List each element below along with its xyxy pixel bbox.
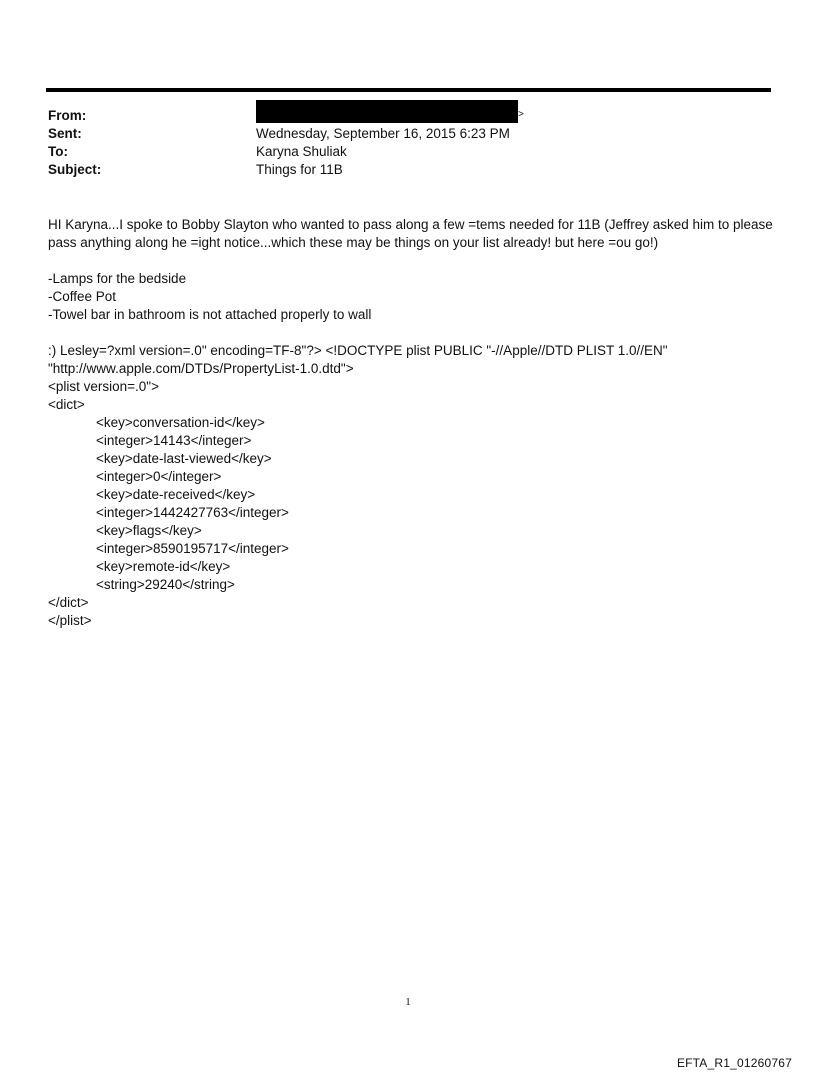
- xml-entry: <string>29240</string>: [96, 577, 235, 592]
- xml-entry: <key>remote-id</key>: [96, 559, 231, 574]
- redaction-block: [256, 100, 518, 123]
- email-body: [48, 216, 778, 630]
- xml-entry: <integer>1442427763</integer>: [96, 505, 289, 520]
- sent-value: Wednesday, September 16, 2015 6:23 PM: [256, 126, 510, 141]
- xml-entry: <integer>0</integer>: [96, 469, 222, 484]
- page-number: 1: [405, 996, 411, 1008]
- xml-plist-open: <plist version=.0">: [48, 379, 159, 394]
- xml-dict-close: </dict>: [48, 595, 89, 610]
- from-value-tail: >: [518, 109, 524, 120]
- xml-entry: <key>date-last-viewed</key>: [96, 451, 272, 466]
- xml-header-line: "http://www.apple.com/DTDs/PropertyList-1.0.dtd">: [48, 361, 354, 376]
- to-label: To:: [48, 144, 68, 159]
- xml-header-line: :) Lesley=?xml version=.0" encoding=TF-8"?> <!DOCTYPE plist PUBLIC "-//Apple//DTD PLIST 1.0//EN": [48, 343, 668, 358]
- document-id: EFTA_R1_01260767: [676, 1056, 792, 1070]
- body-paragraph: HI Karyna...I spoke to Bobby Slayton who wanted to pass along a few =tems needed for 11B (Jeffrey asked him to please pass anything along he =ight notice...which these may be things on your list already! but here =ou go!): [48, 217, 773, 250]
- list-item: -Coffee Pot: [48, 289, 117, 304]
- sent-label: Sent:: [48, 126, 82, 141]
- to-value: Karyna Shuliak: [256, 144, 347, 159]
- xml-entry: <integer>8590195717</integer>: [96, 541, 289, 556]
- xml-dict-open: <dict>: [48, 397, 85, 412]
- list-item: -Towel bar in bathroom is not attached properly to wall: [48, 307, 372, 322]
- xml-entry: <integer>14143</integer>: [96, 433, 252, 448]
- from-label: From:: [48, 108, 87, 123]
- list-item: -Lamps for the bedside: [48, 271, 187, 286]
- xml-entry: <key>date-received</key>: [96, 487, 256, 502]
- xml-entry: <key>conversation-id</key>: [96, 415, 265, 430]
- header-divider: [46, 88, 771, 92]
- xml-plist-close: </plist>: [48, 613, 92, 628]
- subject-label: Subject:: [48, 162, 102, 177]
- xml-entry: <key>flags</key>: [96, 523, 202, 538]
- subject-value: Things for 11B: [256, 162, 343, 177]
